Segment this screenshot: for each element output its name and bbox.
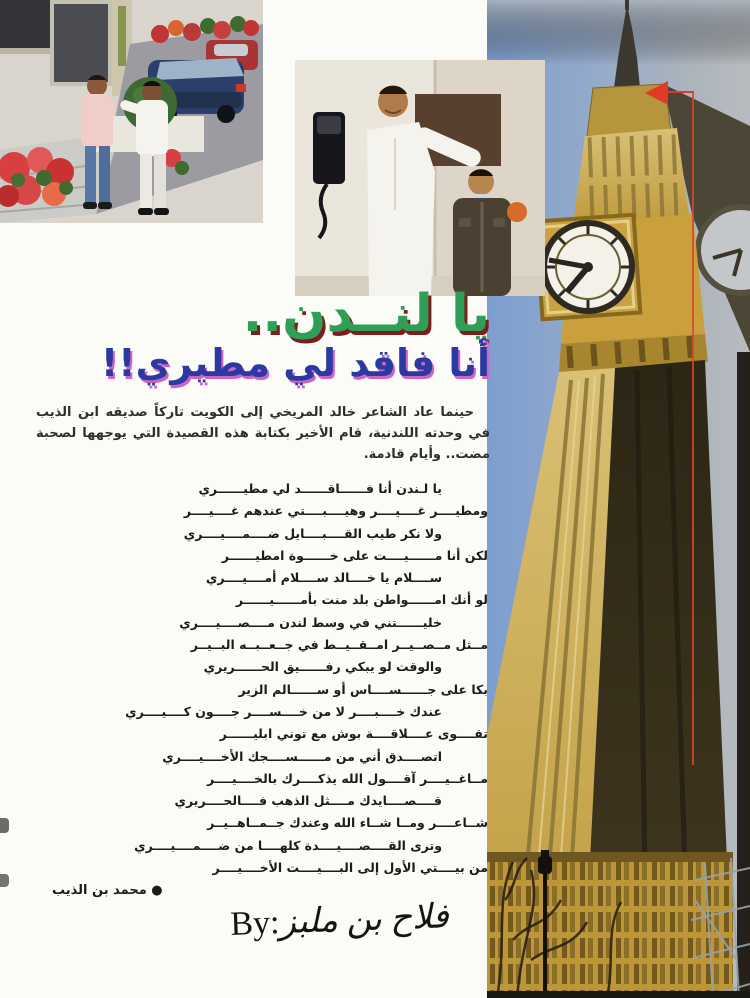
poem-line: عندك خــــبــــر لا من خــــســــر جــــون كــــيــــري (125, 703, 442, 719)
poem-line: اتصــــدق أني من مــــــســــجك الأخــــيــــري (162, 748, 442, 764)
poem-line: مــثل مــصــيــر امــقــيــط في جــعــبــه البــيــر (190, 637, 488, 653)
poem-line: خليــــــتني في وسط لندن مــــصــــيــــري (179, 614, 442, 630)
poem-line: قــــصــــايدك مــــثل الذهب فــــالحــــريري (174, 793, 442, 809)
byline-name: فلاح بن ملبز (278, 898, 450, 942)
indoor-illustration (295, 60, 545, 296)
poem-line: ولا نكر طيب القــــبــــايل ضــــمــــيــــري (183, 525, 442, 541)
poem-line: يا لـندن أنا فــــــاقــــــد لي مطيــــــري (198, 481, 442, 496)
poem-line: شــاعــــر ومــا شــاء الله وعندك جــمــاهــيــر (207, 815, 488, 831)
street-illustration (0, 0, 263, 223)
poem-line: من بيــــتي الأول إلى البــــيــــت الأخــــيــــر (212, 860, 488, 876)
byline-signature (204, 895, 476, 974)
poem-author: ● محمد بن الذيب (52, 883, 163, 899)
red-arrow-icon (645, 81, 668, 105)
red-callout-line-vertical (692, 91, 694, 765)
street-photo (0, 0, 263, 223)
page-edge-mark (0, 874, 9, 887)
poem-line: وترى القــــصــــيــــدة كلهــــا من ضــــمــــيــــري (134, 837, 442, 853)
article-column (36, 284, 490, 902)
glass-door (52, 2, 110, 84)
article-subtitle: أنا فاقد لي مطيري!! (100, 341, 490, 385)
poem-line: بكا على جــــــســــاس أو ســــــالم الزير (238, 681, 488, 697)
article-title: يا لنــدن.. (242, 284, 490, 344)
poem-line: لو أنك امــــــواطن بلد منت بأمــــــيــــــر (235, 592, 488, 608)
right-shadow-strip (737, 352, 750, 998)
intro-paragraph: حينما عاد الشاعر خالد المريخي إلى الكويت تاركاً صديقه ابن الذيب في وحدته اللندنية، قام الأخير بكتابة هذه القصيدة التي يوجهها لصحبة مضت.. وأيام قادمة. (36, 405, 490, 462)
poem-line: مــاغــيــــر آقــــول الله يذكــــرك بالخــــيــــر (207, 770, 488, 786)
poem (36, 478, 490, 902)
byline-latin: By: (229, 904, 281, 943)
poem-line: ومطيــــر غــــيــــر وهيــــبــــتي عندهم غــــيــــر (183, 503, 488, 519)
red-callout-line (666, 91, 694, 93)
poem-line: ســــلام يا خــــالد ســــلام أمــــيــــري (205, 570, 442, 586)
indoor-photo (295, 60, 545, 296)
orange-object (507, 202, 527, 222)
poem-line: تقــــوى عــــلاقــــة بوش مع توني ابليــــــر (219, 726, 488, 742)
poem-line: لكن أنا مــــــيــــت على خــــــوة امطيــــــر (221, 547, 488, 563)
poem-line: والوقت لو يبكي رفــــــيق الحــــــريري (203, 659, 442, 675)
page-edge-mark (0, 818, 9, 833)
